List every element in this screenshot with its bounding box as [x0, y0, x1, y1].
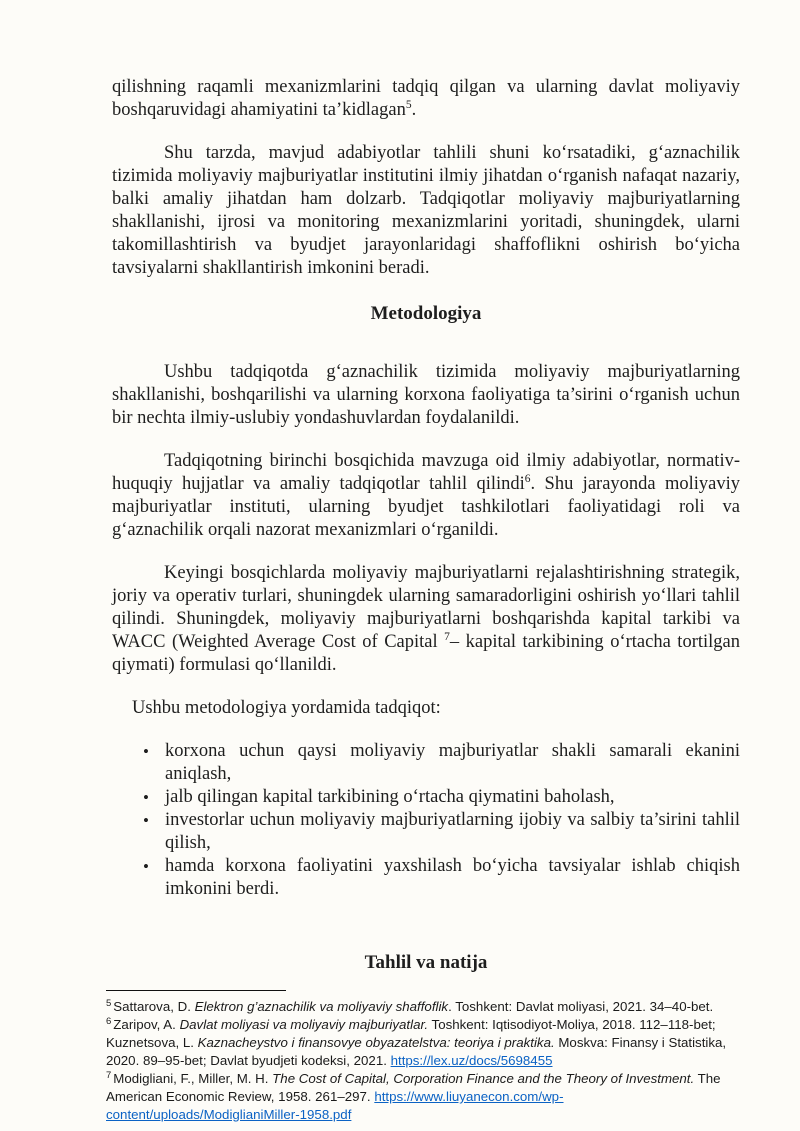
bullet-item-text: investorlar uchun moliyaviy majburiyatlarning ijobiy va salbiy ta’sirini tahlil qilish,	[165, 810, 740, 853]
footnote-6-author: Zaripov, A.	[113, 1017, 180, 1032]
paragraph-tadqiqotning-lead: Tadqiqotning birinchi bosqichida mavzuga oid ilmiy adabiyotlar, normativ-huquqiy hujjatlar va amaliy tadqiqotlar tahlil qilindi	[112, 451, 740, 494]
footnote-6-marker: 6	[106, 1015, 112, 1027]
paragraph-tadqiqotning	[112, 450, 740, 542]
footnote-ref-7: 7	[444, 630, 450, 643]
footnote-separator	[106, 990, 286, 991]
bullet-dot-icon: •	[143, 857, 149, 876]
footnote-6-text-2: Toshkent: Iqtisodiyot-Moliya, 2018. 112–118-bet; Kuznetsova, L.	[106, 1017, 716, 1050]
footnote-6-title-1: Davlat moliyasi va moliyaviy majburiyatlar.	[179, 1017, 429, 1032]
paragraph-keyingi-bosqichlarda	[112, 562, 740, 677]
bullet-item-text: jalb qilingan kapital tarkibining oʻrtacha qiymatini baholash,	[165, 787, 615, 807]
paragraph-keyingi-tail: – kapital tarkibining oʻrtacha tortilgan qiymati) formulasi qoʻllanildi.	[112, 632, 740, 675]
footnote-7-marker: 7	[106, 1069, 112, 1081]
bullet-item	[143, 809, 740, 855]
footnote-link-modigliani[interactable]: https://www.liuyanecon.com/wp-content/uploads/ModiglianiMiller-1958.pdf	[106, 1089, 564, 1122]
bullet-dot-icon: •	[143, 811, 149, 830]
bullet-list	[143, 740, 740, 901]
footnotes-section	[106, 990, 740, 1124]
paragraph-metodologiya-intro: Ushbu metodologiya yordamida tadqiqot:	[132, 698, 441, 718]
footnote-5-rest: . Toshkent: Davlat moliyasi, 2021. 34–40-bet.	[448, 999, 714, 1014]
paragraph-keyingi-lead: Keyingi bosqichlarda moliyaviy majburiyatlarni rejalashtirishning strategik, joriy va operativ turlari, shuningdek ularning samaradorligini oshirish yoʻllari tahlil qilindi. Shuningdek, moliyaviy majburiyatlarni boshqarishda kapital tarkibi va WACC (Weighted Average Cost of Capital	[112, 563, 740, 652]
paragraph-continuation	[112, 76, 740, 122]
footnote-6	[106, 1016, 740, 1070]
footnote-ref-5: 5	[405, 98, 412, 111]
bullet-item	[143, 740, 740, 786]
footnote-7-text-2: The American Economic Review, 1958. 261–297.	[106, 1071, 721, 1104]
heading-metodologiya: Metodologiya	[370, 303, 482, 324]
footnote-7	[106, 1070, 740, 1124]
footnote-6-text-3: Moskva: Finansy i Statistika, 2020. 89–95-bet; Davlat byudjeti kodeksi, 2021.	[106, 1035, 727, 1068]
paragraph-continuation-tail: .	[411, 100, 417, 120]
footnote-5-title: Elektron g’aznachilik va moliyaviy shaffoflik	[194, 999, 449, 1014]
paragraph-continuation-text: qilishning raqamli mexanizmlarini tadqiq qilgan va ularning davlat moliyaviy boshqaruvidagi ahamiyatini ta’kidlagan	[112, 77, 740, 120]
footnote-5-marker: 5	[106, 997, 112, 1009]
footnote-link-lex[interactable]: https://lex.uz/docs/5698455	[390, 1053, 553, 1068]
heading-tahlil-va-natija: Tahlil va natija	[364, 952, 488, 973]
document-body	[112, 76, 740, 974]
footnote-7-author: Modigliani, F., Miller, M. H.	[113, 1071, 273, 1086]
paragraph-ushbu-tadqiqotda: Ushbu tadqiqotda gʻaznachilik tizimida moliyaviy majburiyatlarning shakllanishi, boshqarilishi va ularning korxona faoliyatiga ta’sirini oʻrganish uchun bir nechta ilmiy-uslubiy yondashuvlardan foydalanildi.	[112, 362, 740, 428]
bullet-item-text: korxona uchun qaysi moliyaviy majburiyatlar shakli samarali ekanini aniqlash,	[165, 741, 740, 784]
bullet-dot-icon: •	[143, 788, 149, 807]
bullet-item	[143, 786, 740, 809]
bullet-dot-icon: •	[143, 742, 149, 761]
paragraph-shu-tarzda: Shu tarzda, mavjud adabiyotlar tahlili shuni koʻrsatadiki, gʻaznachilik tizimida moliyaviy majburiyatlar institutini ilmiy jihatdan oʻrganish nafaqat nazariy, balki amaliy jihatdan ham dolzarb. Tadqiqotlar moliyaviy majburiyatlarning shakllanishi, ijrosi va monitoring mexanizmlarini yoritadi, shuningdek, ularni takomillashtirish va byudjet jarayonlaridagi shaffoflikni oshirish boʻyicha tavsiyalarni shakllantirish imkonini beradi.	[112, 143, 740, 278]
bullet-item	[143, 855, 740, 901]
footnote-5	[106, 998, 740, 1016]
footnote-ref-6: 6	[524, 472, 531, 485]
bullet-item-text: hamda korxona faoliyatini yaxshilash boʻyicha tavsiyalar ishlab chiqish imkonini berdi.	[165, 856, 740, 899]
footnote-6-title-2: Kaznacheystvo i finansovye obyazatelstva: teoriya i praktika.	[197, 1035, 555, 1050]
footnote-7-title: The Cost of Capital, Corporation Finance and the Theory of Investment.	[272, 1071, 695, 1086]
paragraph-tadqiqotning-tail: . Shu jarayonda moliyaviy majburiyatlar instituti, ularning byudjet tashkilotlari faoliyatidagi roli va gʻaznachilik orqali nazorat mexanizmlari oʻrganildi.	[112, 474, 741, 540]
footnote-5-author: Sattarova, D.	[113, 999, 195, 1014]
